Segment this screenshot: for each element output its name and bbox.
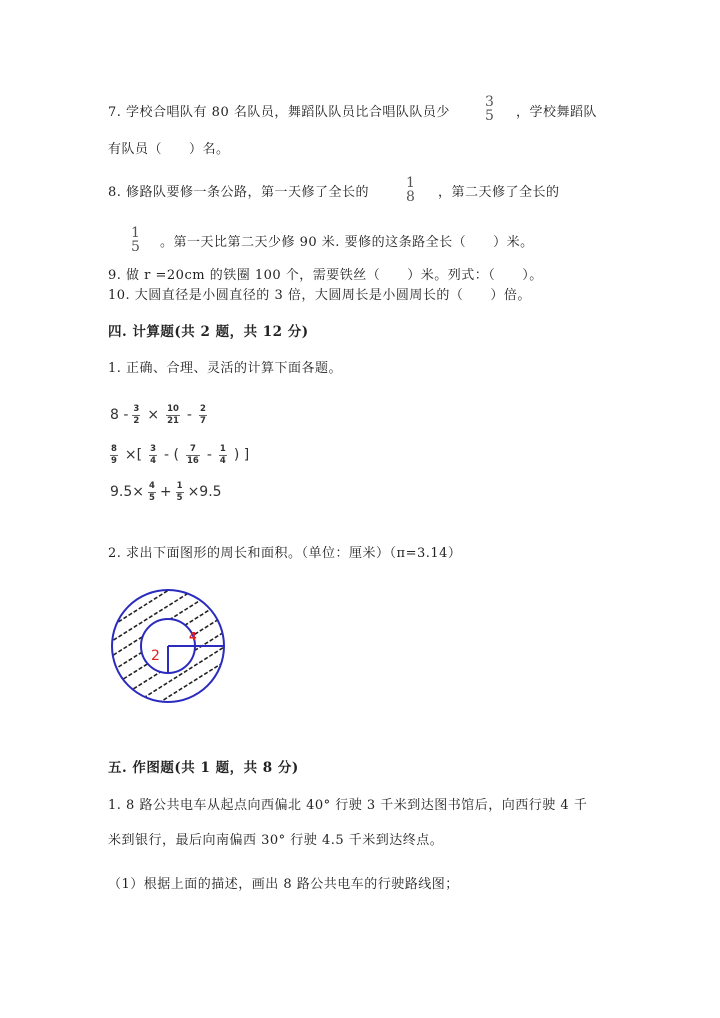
numerator: 3 — [485, 94, 494, 110]
q8-line2: 。第一天比第二天少修 90 米. 要修的这条路全长（ ）米。 — [160, 235, 534, 250]
fraction — [132, 405, 140, 425]
q7-line1-suffix: ，学校舞蹈队 — [516, 105, 598, 120]
numerator: 7 — [189, 444, 196, 454]
expression-3 — [110, 482, 222, 502]
denominator: 7 — [199, 415, 206, 426]
numerator: 3 — [150, 444, 157, 454]
operator: × — [147, 407, 160, 423]
fraction — [176, 482, 184, 502]
expression-2 — [110, 445, 252, 465]
denominator: 5 — [131, 239, 140, 255]
q8-fraction-2 — [130, 226, 141, 254]
numerator: 1 — [219, 444, 226, 454]
section4-title: 四. 计算题(共 2 题，共 12 分) — [108, 324, 309, 340]
denominator: 5 — [149, 492, 155, 503]
numerator: 3 — [133, 404, 140, 414]
fraction — [186, 445, 200, 465]
denominator: 16 — [187, 455, 199, 466]
q10: 10. 大圆直径是小圆直径的 3 倍，大圆周长是小圆周长的（ ）倍。 — [108, 288, 531, 303]
operator: - ( — [164, 447, 180, 463]
q8-line1: 8. 修路队要修一条公路，第一天修了全长的 — [108, 185, 370, 200]
q8-line1-suffix: ，第二天修了全长的 — [438, 185, 560, 200]
annulus-figure — [108, 586, 228, 706]
operator: - — [186, 407, 192, 423]
operator: - — [206, 447, 212, 463]
s5-q1-line2: 米到银行，最后向南偏西 30° 行驶 4.5 千米到达终点。 — [108, 833, 444, 848]
fraction — [148, 482, 156, 502]
denominator: 8 — [406, 189, 415, 205]
fraction — [110, 445, 118, 465]
operator: ) ] — [233, 447, 250, 463]
fraction — [166, 405, 180, 425]
denominator: 9 — [111, 455, 117, 466]
denominator: 4 — [219, 455, 226, 466]
numerator: 10 — [167, 404, 179, 414]
s5-q1-line1: 1. 8 路公共电车从起点向西偏北 40° 行驶 3 千米到达图书馆后，向西行驶 4 千 — [108, 798, 588, 813]
inner-radius-label: 2 — [151, 648, 160, 664]
denominator: 5 — [485, 108, 494, 124]
operand: ×9.5 — [187, 484, 222, 500]
fraction — [199, 405, 207, 425]
operand: 8 - — [110, 407, 129, 423]
q7-line2: 有队员（ ）名。 — [108, 142, 230, 157]
q7-fraction — [484, 95, 495, 123]
numerator: 4 — [149, 481, 155, 491]
numerator: 1 — [176, 481, 183, 491]
operator: + — [159, 484, 172, 500]
s4-q1-prompt: 1. 正确、合理、灵活的计算下面各题。 — [108, 361, 343, 376]
denominator: 4 — [150, 455, 157, 466]
numerator: 1 — [406, 175, 415, 191]
denominator: 21 — [167, 415, 179, 426]
outer-width-label: 4 — [189, 630, 197, 643]
fraction — [219, 445, 227, 465]
s4-q2-prompt: 2. 求出下面图形的周长和面积。（单位：厘米）（π=3.14） — [108, 546, 462, 561]
operator: ×[ — [124, 447, 143, 463]
numerator: 1 — [131, 225, 140, 241]
section5-title: 五. 作图题(共 1 题，共 8 分) — [108, 760, 299, 776]
q9: 9. 做 r =20cm 的铁圈 100 个，需要铁丝（ ）米。列式：（ ）。 — [108, 268, 543, 283]
annulus-diagram — [108, 586, 228, 706]
expression-1 — [110, 405, 207, 425]
q8-fraction-1 — [405, 176, 416, 204]
q7-line1 — [108, 101, 450, 120]
s5-q1-sub1: （1）根据上面的描述，画出 8 路公共电车的行驶路线图； — [108, 877, 459, 892]
numerator: 2 — [199, 404, 206, 414]
q7-text: 7. 学校合唱队有 80 名队员，舞蹈队队员比合唱队队员少 — [108, 105, 450, 120]
operand: 9.5× — [110, 484, 144, 500]
fraction — [149, 445, 157, 465]
numerator: 8 — [111, 444, 117, 454]
denominator: 5 — [176, 492, 183, 503]
denominator: 2 — [133, 415, 140, 426]
